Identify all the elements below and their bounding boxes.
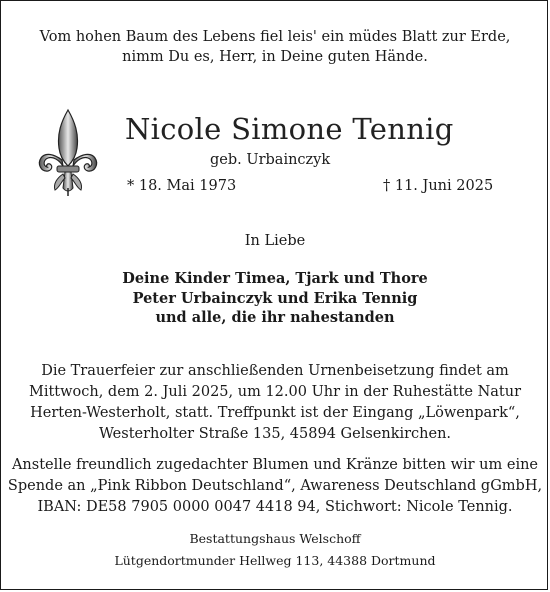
mourner-line-3: und alle, die ihr nahestanden [155,309,395,326]
ceremony-line-1: Die Trauerfeier zur anschließenden Urnenbeisetzung findet am [41,363,509,379]
death-date: † 11. Juni 2025 [383,178,494,194]
mourner-line-2: Peter Urbainczyk und Erika Tennig [132,290,418,307]
donation-line-3: IBAN: DE58 7905 0000 0047 4418 94, Stichwort: Nicole Tennig. [37,499,513,515]
birth-name: geb. Urbainczyk [210,152,331,168]
mourner-line-1: Deine Kinder Timea, Tjark und Thore [122,270,428,287]
verse-line-1: Vom hohen Baum des Lebens fiel leis' ein müdes Blatt zur Erde, [39,29,511,45]
verse-line-2: nimm Du es, Herr, in Deine guten Hände. [122,49,428,65]
ceremony-line-4: Westerholter Straße 135, 45894 Gelsenkirchen. [98,426,452,442]
donation-line-1: Anstelle freundlich zugedachter Blumen und Kränze bitten wir um eine [11,457,539,473]
fleur-de-lis-icon [37,108,99,198]
funeral-home-name: Bestattungshaus Welschoff [189,531,361,546]
in-love-label: In Liebe [244,233,306,249]
birth-date: * 18. Mai 1973 [127,178,237,194]
ceremony-line-3: Herten-Westerholt, statt. Treffpunkt ist der Eingang „Löwenpark“, [30,405,520,421]
funeral-home-address: Lütgendortmunder Hellweg 113, 44388 Dortmund [114,553,436,568]
donation-line-2: Spende an „Pink Ribbon Deutschland“, Awareness Deutschland gGmbH, [7,478,543,494]
ceremony-line-2: Mittwoch, dem 2. Juli 2025, um 12.00 Uhr in der Ruhestätte Natur [28,384,522,400]
deceased-name: Nicole Simone Tennig [125,112,454,146]
